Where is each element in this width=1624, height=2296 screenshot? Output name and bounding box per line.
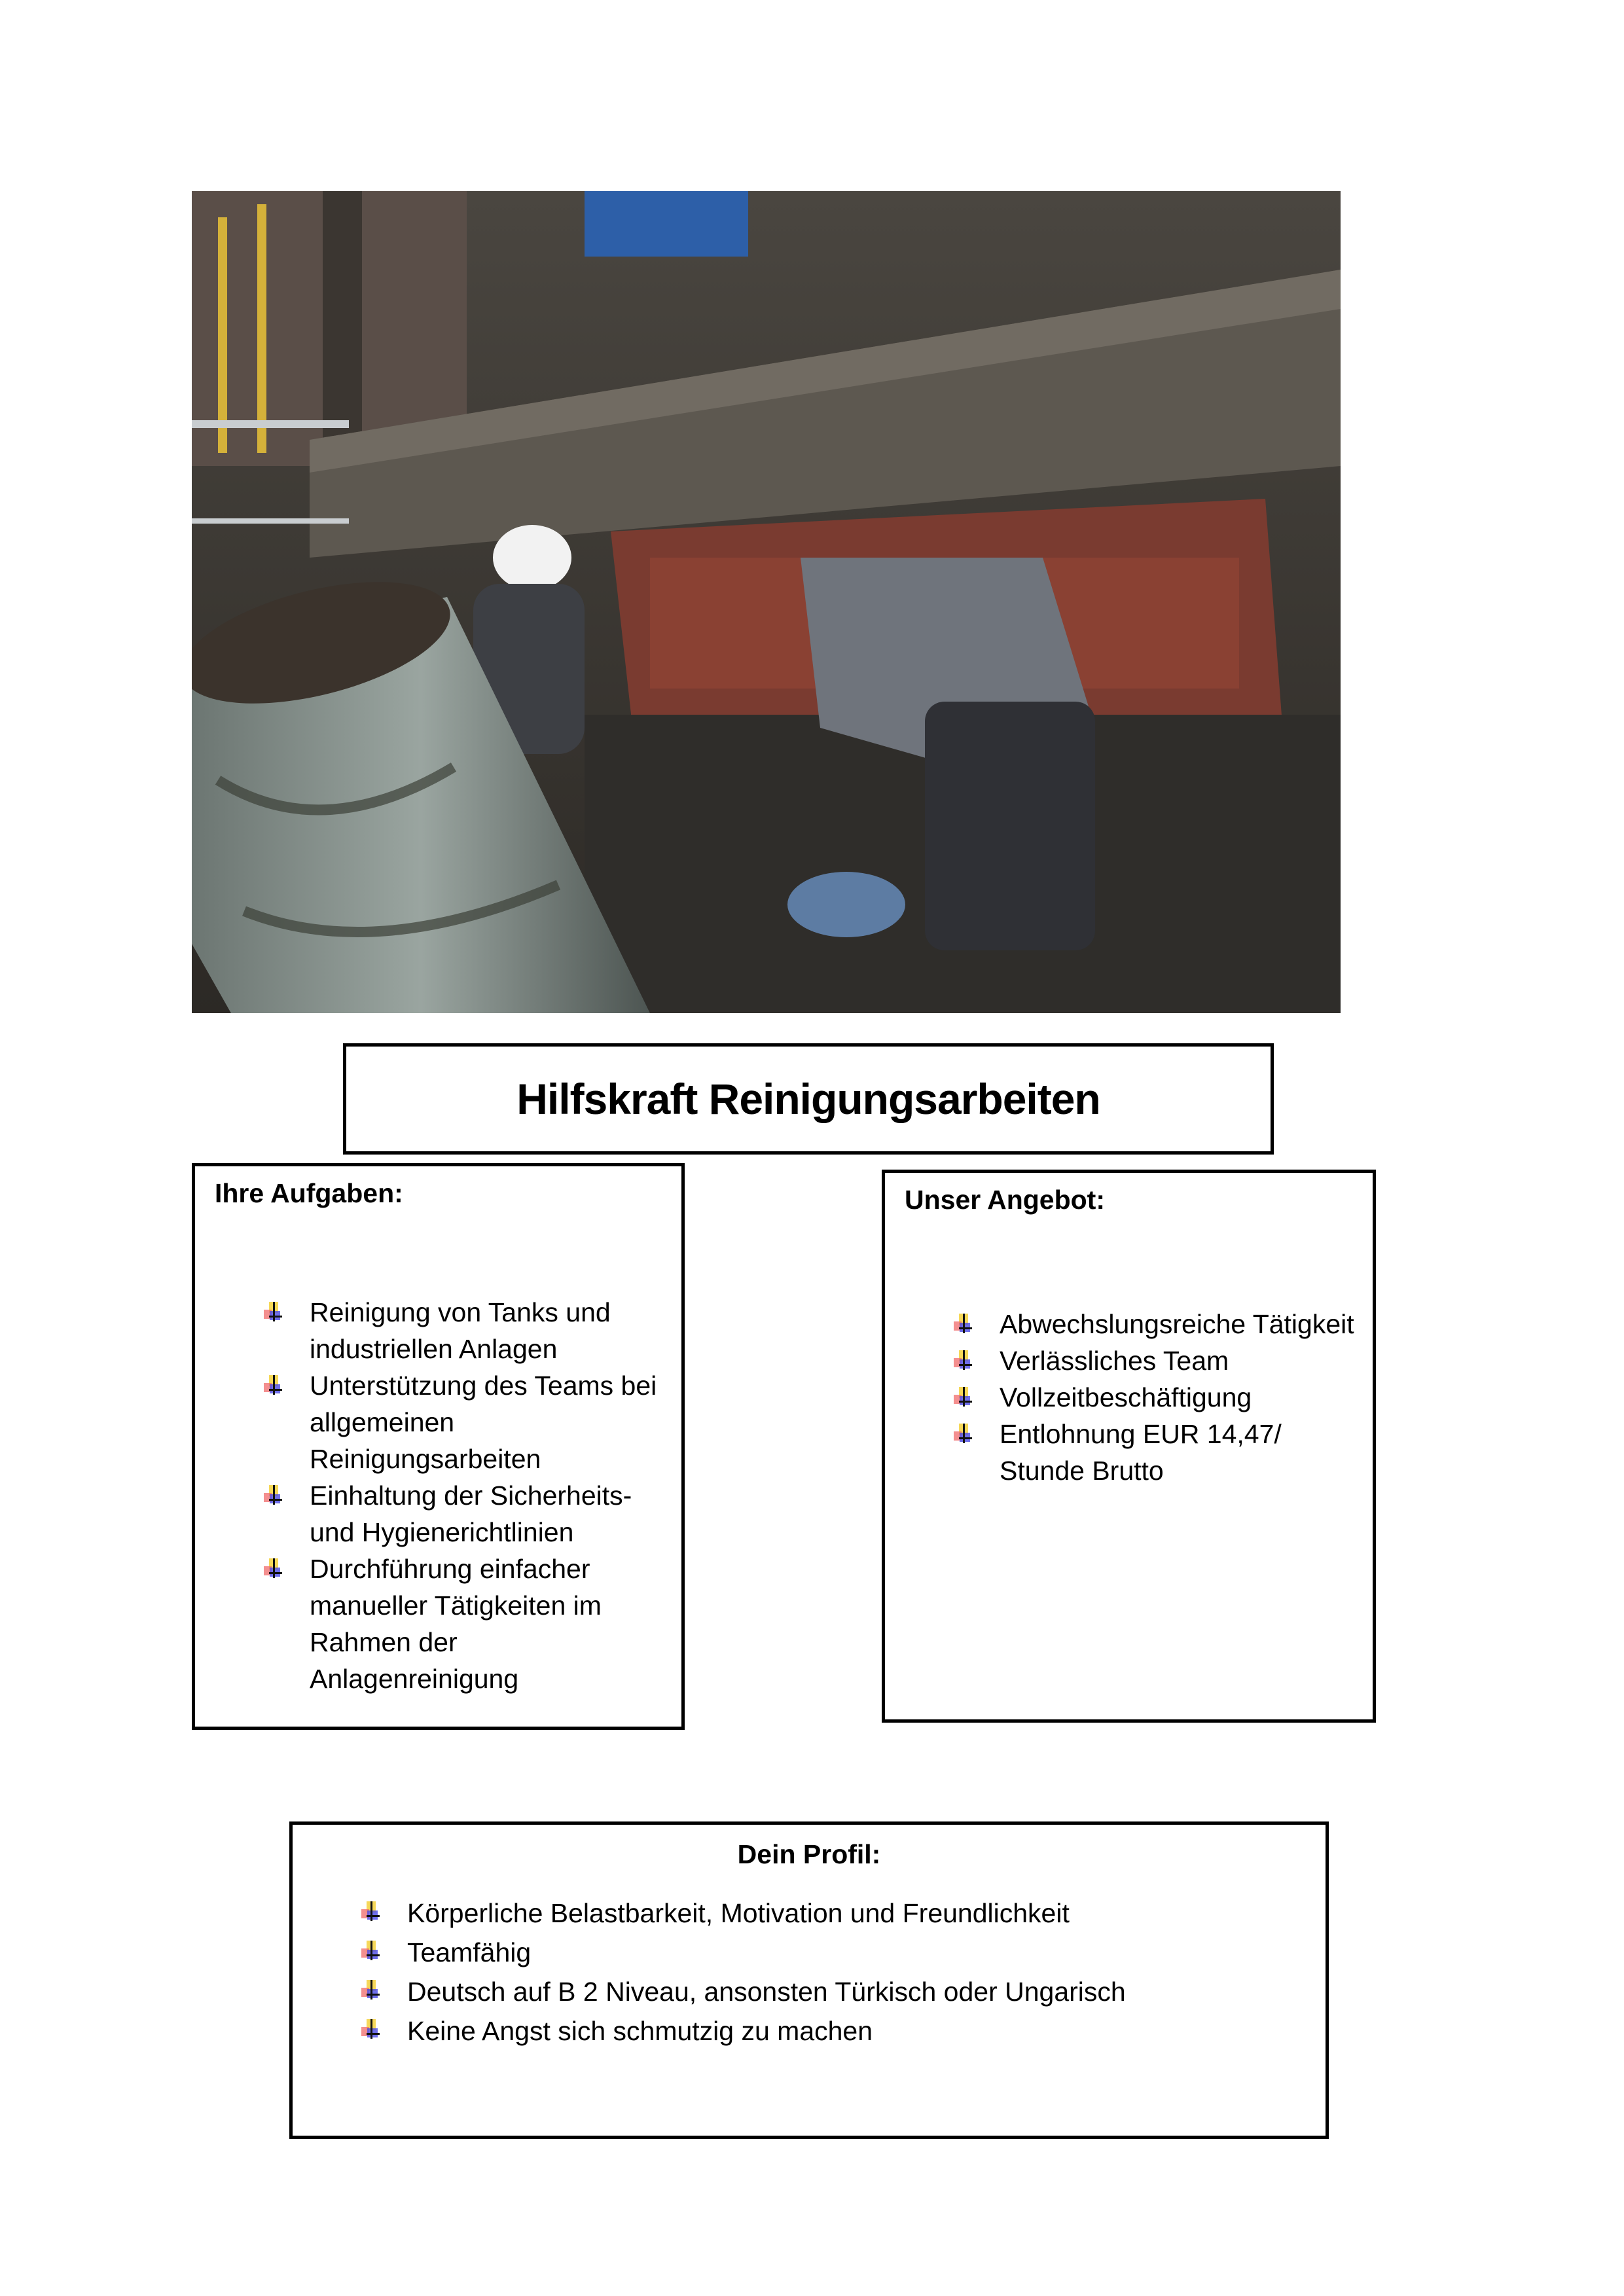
list-item-text: Unterstützung des Teams bei allgemeinen Reinigungsarbeiten xyxy=(310,1371,657,1474)
list-item xyxy=(264,1477,670,1551)
list-item xyxy=(361,1893,1310,1933)
list-item-text: Teamfähig xyxy=(407,1937,532,1967)
job-title-box xyxy=(343,1043,1274,1155)
list-item-text: Einhaltung der Sicherheits- und Hygienerichtlinien xyxy=(310,1480,632,1547)
list-item xyxy=(954,1379,1360,1416)
list-item xyxy=(954,1416,1360,1489)
list-item-text: Verlässliches Team xyxy=(1000,1346,1229,1376)
tasks-heading: Ihre Aufgaben: xyxy=(215,1178,403,1208)
plus-bullet-icon xyxy=(954,1387,972,1407)
list-item xyxy=(361,2011,1310,2051)
profile-list xyxy=(361,1893,1310,2051)
plus-bullet-icon xyxy=(264,1558,282,1578)
list-item-text: Körperliche Belastbarkeit, Motivation und Freundlichkeit xyxy=(407,1898,1070,1928)
plus-bullet-icon xyxy=(361,1901,380,1921)
plus-bullet-icon xyxy=(264,1485,282,1505)
plus-bullet-icon xyxy=(361,2019,380,2039)
list-item-text: Durchführung einfacher manueller Tätigkeiten im Rahmen der Anlagenreinigung xyxy=(310,1554,602,1694)
tasks-list xyxy=(264,1294,670,1697)
profile-box xyxy=(289,1821,1329,2139)
plus-bullet-icon xyxy=(954,1424,972,1443)
list-item xyxy=(954,1342,1360,1379)
list-item-text: Keine Angst sich schmutzig zu machen xyxy=(407,2016,873,2046)
header-photo xyxy=(192,191,1341,1013)
list-item-text: Vollzeitbeschäftigung xyxy=(1000,1382,1252,1412)
tasks-box xyxy=(192,1163,685,1730)
industrial-cleaning-photo xyxy=(192,191,1341,1013)
plus-bullet-icon xyxy=(361,1941,380,1960)
plus-bullet-icon xyxy=(361,1980,380,2000)
plus-bullet-icon xyxy=(264,1375,282,1395)
offer-box xyxy=(882,1170,1376,1723)
list-item xyxy=(954,1306,1360,1342)
offer-list xyxy=(954,1306,1360,1489)
list-item xyxy=(264,1551,670,1697)
list-item-text: Deutsch auf B 2 Niveau, ansonsten Türkisch oder Ungarisch xyxy=(407,1977,1126,2007)
job-title: Hilfskraft Reinigungsarbeiten xyxy=(516,1075,1100,1123)
list-item xyxy=(264,1367,670,1477)
list-item-text: Abwechslungsreiche Tätigkeit xyxy=(1000,1309,1354,1339)
plus-bullet-icon xyxy=(954,1350,972,1370)
list-item-text: Reinigung von Tanks und industriellen Anlagen xyxy=(310,1297,611,1364)
list-item xyxy=(361,1933,1310,1972)
profile-heading: Dein Profil: xyxy=(737,1839,881,1869)
list-item xyxy=(361,1972,1310,2011)
list-item-text: Entlohnung EUR 14,47/ Stunde Brutto xyxy=(1000,1419,1282,1486)
offer-heading: Unser Angebot: xyxy=(905,1185,1105,1215)
plus-bullet-icon xyxy=(264,1302,282,1321)
plus-bullet-icon xyxy=(954,1314,972,1333)
list-item xyxy=(264,1294,670,1367)
